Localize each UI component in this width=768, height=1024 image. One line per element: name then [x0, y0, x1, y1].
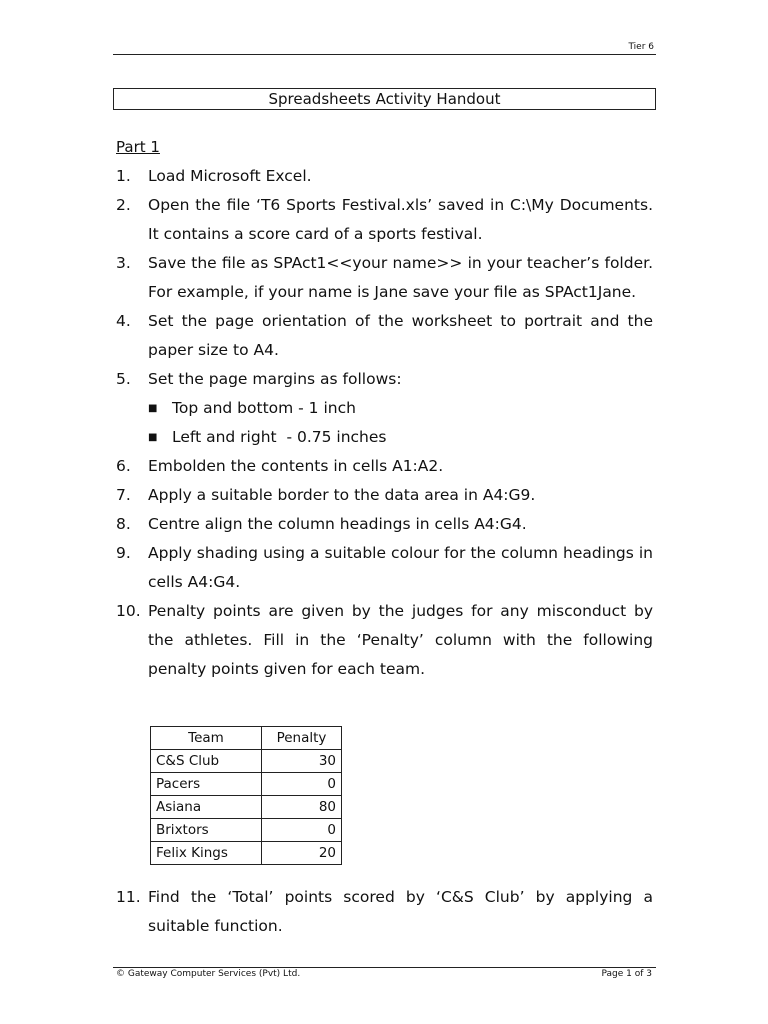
team-cell: Pacers: [151, 773, 262, 796]
team-cell: C&S Club: [151, 750, 262, 773]
part-heading: Part 1: [116, 138, 160, 156]
step-text: Load Microsoft Excel.: [148, 167, 312, 185]
header-rule: [113, 54, 656, 55]
column-header-team: Team: [151, 727, 262, 750]
step-text: Apply shading using a suitable colour for the column headings in cells A4:G4.: [148, 544, 653, 591]
square-bullet-icon: ■: [148, 432, 158, 443]
penalty-cell: 20: [262, 842, 342, 865]
step-number: 6.: [116, 457, 131, 475]
step-text: Set the page orientation of the worksheet to portrait and the paper size to A4.: [148, 312, 653, 359]
step-text: Apply a suitable border to the data area in A4:G9.: [148, 486, 536, 504]
table-row: [151, 750, 342, 773]
step-number: 10.: [116, 602, 141, 620]
penalty-cell: 80: [262, 796, 342, 819]
step-5: [116, 365, 653, 452]
penalty-cell: 30: [262, 750, 342, 773]
step-3: [116, 249, 653, 307]
penalty-cell: 0: [262, 819, 342, 842]
bullet-item: [148, 423, 653, 452]
header-tier: Tier 6: [628, 42, 654, 52]
square-bullet-icon: ■: [148, 403, 158, 414]
step-number: 4.: [116, 312, 131, 330]
table-row: [151, 773, 342, 796]
team-cell: Asiana: [151, 796, 262, 819]
bullet-text: Left and right - 0.75 inches: [172, 428, 387, 446]
team-cell: Felix Kings: [151, 842, 262, 865]
bullet-text: Top and bottom - 1 inch: [172, 399, 356, 417]
table-row: [151, 819, 342, 842]
step-number: 7.: [116, 486, 131, 504]
step-number: 9.: [116, 544, 131, 562]
step-text: Penalty points are given by the judges for any misconduct by the athletes. Fill in the ‘Penalty’ column with the following penalty points given for each team.: [148, 602, 653, 678]
penalty-cell: 0: [262, 773, 342, 796]
bullet-item: [148, 394, 653, 423]
step-text: Save the file as SPAct1<<your name>> in your teacher’s folder. For example, if your name is Jane save your file as SPAct1Jane.: [148, 254, 653, 301]
table-header-row: [151, 727, 342, 750]
step-number: 2.: [116, 196, 131, 214]
step-4: [116, 307, 653, 365]
step-1: [116, 162, 653, 191]
step-text: Open the file ‘T6 Sports Festival.xls’ saved in C:\My Documents. It contains a score card of a sports festival.: [148, 196, 653, 243]
margins-bullet-list: [148, 394, 653, 452]
footer-rule: [113, 967, 656, 968]
step-number: 11.: [116, 888, 141, 906]
step-5-body: [148, 365, 653, 452]
team-cell: Brixtors: [151, 819, 262, 842]
step-7: [116, 481, 653, 510]
step-2: [116, 191, 653, 249]
step-number: 1.: [116, 167, 131, 185]
step-10: [116, 597, 653, 684]
steps-list-continued: [116, 883, 653, 941]
steps-list: [116, 162, 653, 684]
step-number: 3.: [116, 254, 131, 272]
step-number: 8.: [116, 515, 131, 533]
footer-copyright: © Gateway Computer Services (Pvt) Ltd.: [116, 969, 301, 979]
step-text: Centre align the column headings in cells A4:G4.: [148, 515, 527, 533]
footer-page-number: Page 1 of 3: [601, 969, 652, 979]
step-text: Set the page margins as follows:: [148, 370, 402, 388]
step-text: Find the ‘Total’ points scored by ‘C&S Club’ by applying a suitable function.: [148, 888, 653, 935]
table-row: [151, 842, 342, 865]
step-number: 5.: [116, 370, 131, 388]
page-title: Spreadsheets Activity Handout: [113, 88, 656, 110]
penalty-table: [150, 726, 342, 865]
step-8: [116, 510, 653, 539]
column-header-penalty: Penalty: [262, 727, 342, 750]
step-9: [116, 539, 653, 597]
step-text: Embolden the contents in cells A1:A2.: [148, 457, 444, 475]
table-row: [151, 796, 342, 819]
step-6: [116, 452, 653, 481]
step-11: [116, 883, 653, 941]
